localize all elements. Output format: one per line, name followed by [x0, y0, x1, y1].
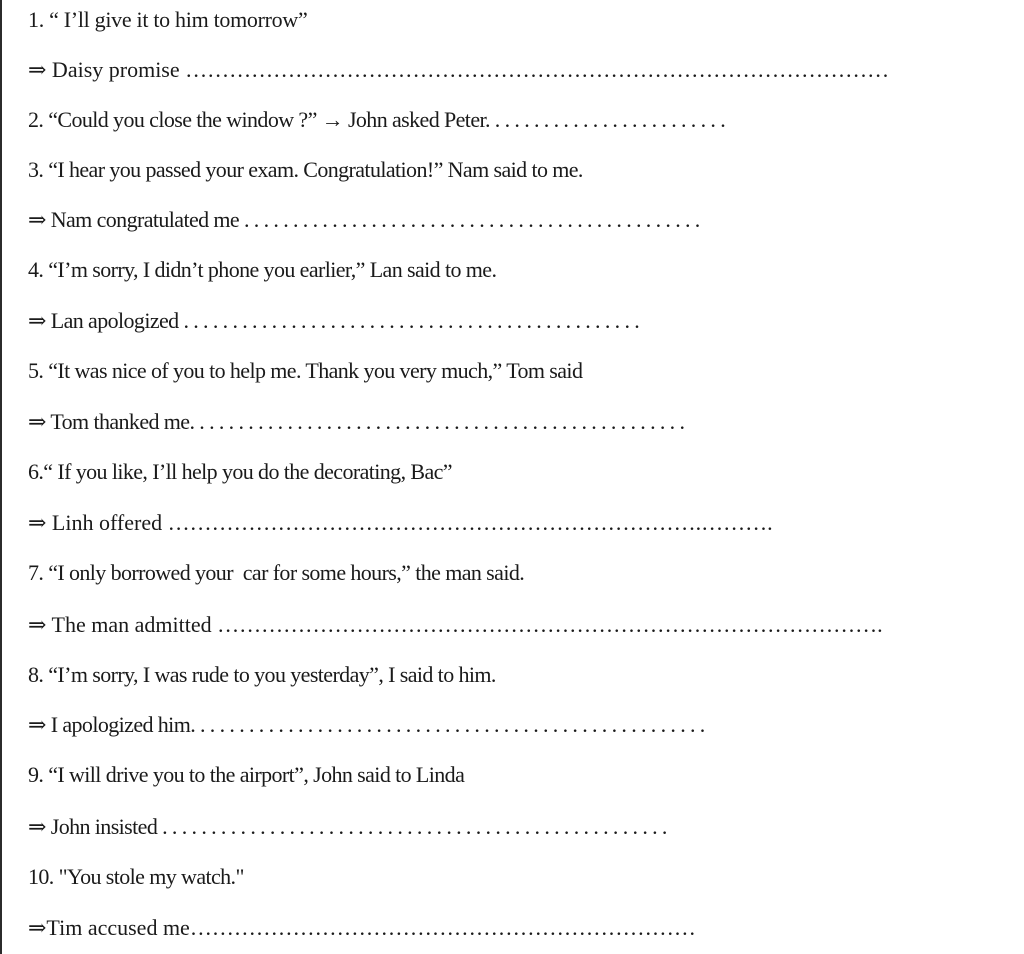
- prompt-5: 5. “It was nice of you to help me. Thank you very much,” Tom said: [28, 358, 583, 383]
- prompt-9: 9. “I will drive you to the airport”, John said to Linda: [28, 762, 465, 787]
- prompt-6: 6.“ If you like, I’ll help you do the decorating, Bac”: [28, 459, 452, 484]
- answer-8: ⇒ I apologized him. . . . . . . . . . . . . . . . . . . . . . . . . . . . . . . . . . . . . . . . . . . . . . . . . . . . .: [28, 712, 705, 737]
- prompt-2: 2. “Could you close the window ?” → John asked Peter. . . . . . . . . . . . . . . . . . . . . . . . .: [28, 107, 726, 132]
- answer-5: ⇒ Tom thanked me. . . . . . . . . . . . . . . . . . . . . . . . . . . . . . . . . . . . . . . . . . . . . . . . . . .: [28, 409, 685, 434]
- prompt-1: 1. “ I’ll give it to him tomorrow”: [28, 7, 308, 32]
- answer-3: ⇒ Nam congratulated me . . . . . . . . . . . . . . . . . . . . . . . . . . . . . . . . . . . . . . . . . . . . . . .: [28, 207, 700, 232]
- answer-1: ⇒ Daisy promise ……………………………………………………………………………………: [28, 57, 890, 82]
- answer-4: ⇒ Lan apologized . . . . . . . . . . . . . . . . . . . . . . . . . . . . . . . . . . . . . . . . . . . . . . .: [28, 308, 640, 333]
- prompt-7: 7. “I only borrowed your car for some hours,” the man said.: [28, 560, 525, 585]
- answer-10: ⇒Tim accused me……………………………………………………………: [28, 915, 696, 940]
- prompt-8: 8. “I’m sorry, I was rude to you yesterday”, I said to him.: [28, 662, 496, 687]
- prompt-3: 3. “I hear you passed your exam. Congratulation!” Nam said to me.: [28, 157, 583, 182]
- prompt-10: 10. "You stole my watch.": [28, 864, 244, 889]
- prompt-4: 4. “I’m sorry, I didn’t phone you earlier,” Lan said to me.: [28, 257, 497, 282]
- answer-9: ⇒ John insisted . . . . . . . . . . . . . . . . . . . . . . . . . . . . . . . . . . . . . . . . . . . . . . . . . . . .: [28, 814, 667, 839]
- answer-6: ⇒ Linh offered ……………………………………………………………….……….: [28, 510, 773, 535]
- answer-7: ⇒ The man admitted ……………………………………………………………………………….: [28, 612, 883, 637]
